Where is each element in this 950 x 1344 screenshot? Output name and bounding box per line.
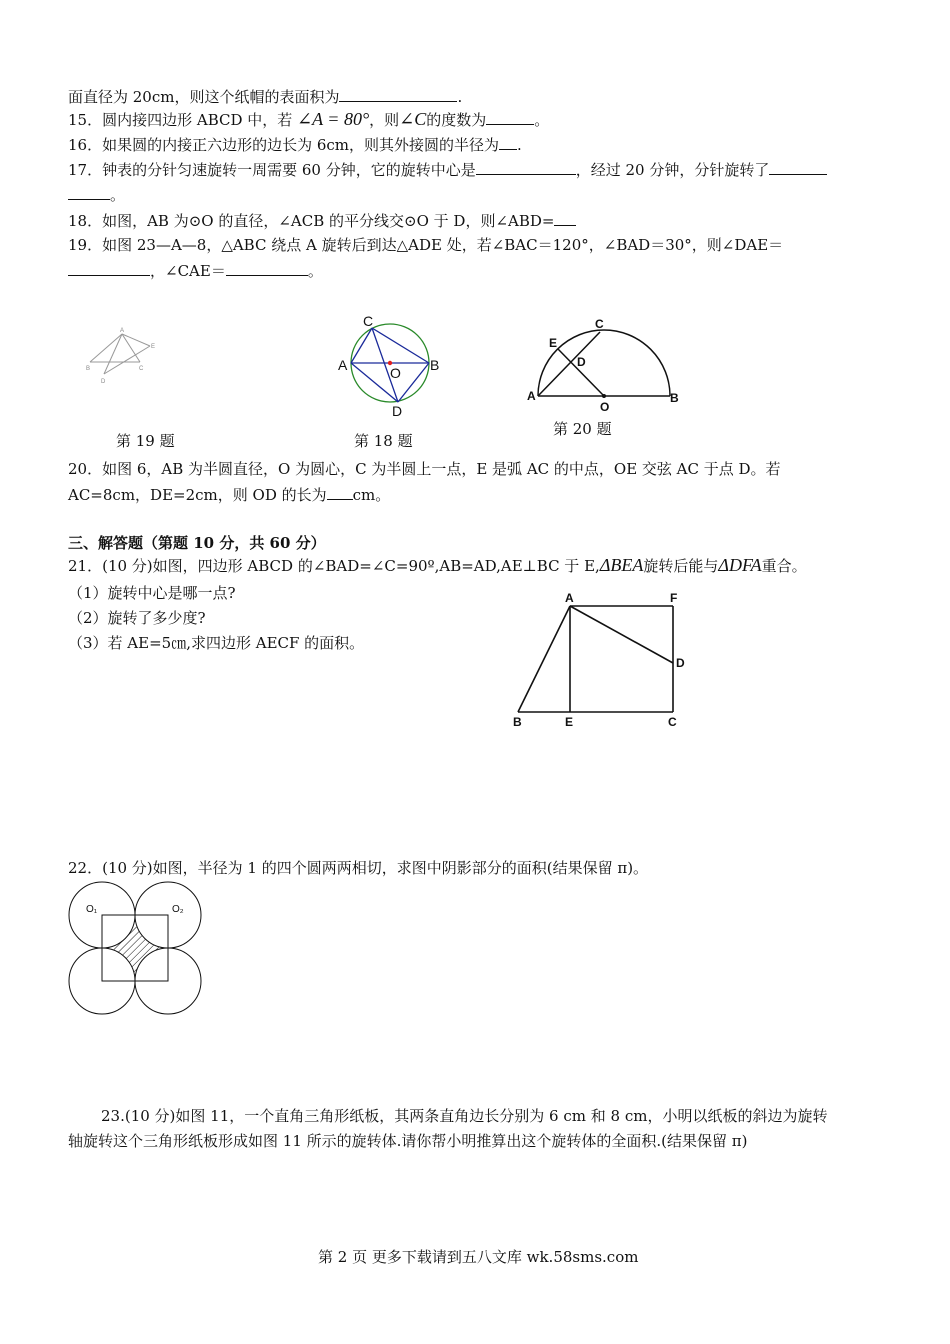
fig19-label-b: B bbox=[86, 366, 91, 372]
q17-text-c: 。 bbox=[110, 186, 126, 204]
q16-text: 16．如果圆的内接正六边形的边长为 6cm，则其外接圆的半径为 bbox=[68, 136, 500, 154]
q20-blank[interactable] bbox=[327, 484, 353, 500]
caption-fig19: 第 19 题 bbox=[116, 432, 175, 450]
q17-text-a: 17．钟表的分针匀速旋转一周需要 60 分钟，它的旋转中心是 bbox=[68, 161, 476, 179]
q17-blank-center[interactable] bbox=[476, 159, 576, 175]
q21-text-c: 重合。 bbox=[761, 557, 807, 575]
q20-text-a: 20．如图 6，AB 为半圆直径，O 为圆心，C 为半圆上一点，E 是弧 AC 的中点，OE 交弦 AC 于点 D。若 bbox=[68, 460, 781, 478]
fig21-label-f: F bbox=[670, 591, 678, 605]
q20-text-c: cm。 bbox=[352, 486, 391, 504]
q19-blank-cae[interactable] bbox=[226, 260, 308, 276]
fig19-label-a: A bbox=[120, 328, 125, 334]
q21-sub2: （2）旋转了多少度? bbox=[68, 609, 206, 627]
q20-line bbox=[68, 459, 781, 479]
q21-formula-bea: ΔBEA bbox=[599, 555, 644, 575]
q17-text-b: ，经过 20 分钟，分针旋转了 bbox=[575, 161, 770, 179]
fig21-label-c: C bbox=[668, 715, 677, 729]
q19-blank-dae[interactable] bbox=[68, 260, 150, 276]
q16-blank[interactable] bbox=[499, 134, 517, 150]
q18-blank[interactable] bbox=[554, 210, 576, 226]
q19-text-c: 。 bbox=[307, 262, 323, 280]
q23-line2: 轴旋转这个三角形纸板形成如图 11 所示的旋转体.请你帮小明推算出这个旋转体的全面积.(结果保留 π) bbox=[68, 1132, 748, 1150]
fig21-label-a: A bbox=[565, 591, 574, 605]
q15-text-c: 的度数为 bbox=[426, 111, 487, 129]
q17-blank-angle-cont[interactable] bbox=[68, 184, 110, 200]
q15-text-d: 。 bbox=[534, 111, 550, 129]
q15-formula-angle-a: ∠A = 80° bbox=[297, 109, 370, 129]
q14-text: 面直径为 20cm，则这个纸帽的表面积为 bbox=[68, 88, 340, 106]
q15-text-a: 15．圆内接四边形 ABCD 中，若 bbox=[68, 111, 293, 129]
q19-text-a: 19．如图 23—A—8，△ABC 绕点 A 旋转后到达△ADE 处，若∠BAC＝120°，∠BAD＝30°，则∠DAE＝ bbox=[68, 236, 784, 254]
fig21-label-e: E bbox=[565, 715, 574, 729]
fig18-label-o: O bbox=[390, 365, 401, 381]
caption-fig20: 第 20 题 bbox=[553, 420, 612, 438]
q21-line bbox=[68, 555, 807, 576]
fig22-label-o2: O₂ bbox=[172, 904, 184, 915]
q21-text-a: 21．(10 分)如图，四边形 ABCD 的∠BAD=∠C=90º,AB=AD,AE⊥BC 于 E, bbox=[68, 557, 600, 575]
q17-blank-angle[interactable] bbox=[769, 159, 827, 175]
q14-blank[interactable] bbox=[339, 86, 457, 102]
q15-text-b: ，则 bbox=[369, 111, 400, 129]
q16-line bbox=[68, 134, 522, 155]
figure-22 bbox=[68, 882, 208, 1012]
figure-18 bbox=[334, 312, 454, 422]
fig18-label-d: D bbox=[392, 403, 403, 419]
q20-line2 bbox=[68, 484, 390, 505]
fig22-label-o1: O₁ bbox=[86, 904, 98, 915]
q17-line2 bbox=[68, 184, 125, 205]
caption-fig18: 第 18 题 bbox=[354, 432, 413, 450]
fig20-label-d: D bbox=[577, 355, 586, 369]
fig20-label-b: B bbox=[670, 391, 679, 405]
q23-line: 23.(10 分)如图 11，一个直角三角形纸板，其两条直角边长分别为 6 cm 和 8 cm，小明以纸板的斜边为旋转 bbox=[101, 1107, 828, 1125]
q18-line bbox=[68, 210, 576, 231]
q15-formula-angle-c: ∠C bbox=[399, 109, 427, 129]
q21-sub3: （3）若 AE=5㎝,求四边形 AECF 的面积。 bbox=[68, 634, 365, 652]
q19-line bbox=[68, 235, 783, 255]
q18-text: 18．如图，AB 为⊙O 的直径，∠ACB 的平分线交⊙O 于 D，则∠ABD= bbox=[68, 212, 555, 230]
fig19-label-e: E bbox=[151, 344, 156, 350]
section-3-heading: 三、解答题（第题 10 分，共 60 分） bbox=[68, 534, 326, 552]
figure-20 bbox=[524, 314, 684, 414]
fig21-label-b: B bbox=[513, 715, 522, 729]
q15-line bbox=[68, 109, 549, 130]
fig18-label-c: C bbox=[363, 313, 374, 329]
fig18-label-b: B bbox=[430, 357, 440, 373]
q20-text-b: AC=8cm，DE=2cm，则 OD 的长为 bbox=[68, 486, 327, 504]
q19-line2 bbox=[68, 260, 323, 281]
figure-19 bbox=[84, 326, 164, 386]
q17-line bbox=[68, 159, 827, 180]
fig21-label-d: D bbox=[676, 656, 685, 670]
fig20-label-e: E bbox=[549, 336, 558, 350]
q15-blank[interactable] bbox=[486, 109, 534, 125]
page-footer: 第 2 页 更多下载请到五八文库 wk.58sms.com bbox=[318, 1248, 639, 1266]
q21-sub1: （1）旋转中心是哪一点? bbox=[68, 584, 236, 602]
fig19-label-d: D bbox=[101, 379, 106, 385]
q21-text-b: 旋转后能与 bbox=[643, 557, 719, 575]
fig19-label-c: C bbox=[139, 366, 144, 372]
q19-text-b: ，∠CAE＝ bbox=[150, 262, 226, 280]
fig20-label-c: C bbox=[595, 317, 604, 331]
fig20-label-a: A bbox=[527, 389, 536, 403]
q22-line: 22．(10 分)如图，半径为 1 的四个圆两两相切，求图中阴影部分的面积(结果保留 π)。 bbox=[68, 859, 649, 877]
q16-end: . bbox=[517, 136, 522, 154]
fig20-label-o: O bbox=[600, 400, 610, 414]
figure-21 bbox=[508, 590, 698, 730]
q14-end: . bbox=[457, 88, 463, 106]
q14-line bbox=[68, 86, 462, 107]
fig18-label-a: A bbox=[338, 357, 348, 373]
q21-formula-dfa: ΔDFA bbox=[718, 555, 762, 575]
